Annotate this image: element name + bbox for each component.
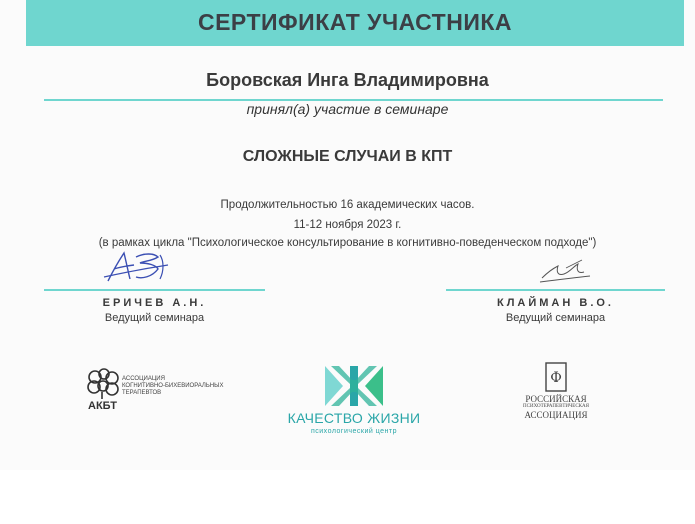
akbt-text-line1: АССОЦИАЦИЯ <box>122 376 165 382</box>
participation-statement: принял(а) участие в семинаре <box>246 101 449 117</box>
dates-text: 11-12 ноября 2023 г. <box>293 219 402 231</box>
signature-left <box>102 247 176 289</box>
signature-line-left <box>44 289 265 291</box>
cycle-text: (в рамках цикла "Психологическое консультирование в когнитивно-поведенческом подходе") <box>98 237 597 249</box>
rpa-text-line1: РОССИЙСКАЯ <box>525 394 587 404</box>
signature-line-right <box>446 289 665 291</box>
emblem-icon <box>545 362 567 392</box>
signatory-left-role: Ведущий семинара <box>104 312 205 324</box>
akbt-logo <box>86 366 236 416</box>
quality-of-life-logo <box>283 364 425 440</box>
rpa-logo <box>516 362 596 428</box>
akbt-text-line2: КОГНИТИВНО-БИХЕВИОРАЛЬНЫХ <box>122 383 224 389</box>
signatory-right-role: Ведущий семинара <box>505 312 606 324</box>
quality-logo-subtitle: психологический центр <box>310 428 398 435</box>
svg-text:Ф: Ф <box>550 370 562 386</box>
signatory-left-name: ЕРИЧЕВ А.Н. <box>102 297 207 309</box>
certificate-title: СЕРТИФИКАТ УЧАСТНИКА <box>197 9 513 35</box>
seminar-title: СЛОЖНЫЕ СЛУЧАИ В КПТ <box>242 148 453 165</box>
brain-icon <box>86 368 120 400</box>
signature-right <box>538 256 594 286</box>
akbt-text-line3: ТЕРАПЕВТОВ <box>122 390 162 396</box>
recipient-name: Боровская Инга Владимировна <box>206 70 489 90</box>
rpa-text-line3: АССОЦИАЦИЯ <box>524 410 588 420</box>
quality-logo-title: КАЧЕСТВО ЖИЗНИ <box>287 410 421 426</box>
rpa-text-line2: ПСИХОТЕРАПЕВТИЧЕСКАЯ <box>523 404 589 409</box>
akbt-abbr: АКБТ <box>88 400 118 412</box>
signatory-right-name: КЛАЙМАН В.О. <box>496 297 614 309</box>
duration-text: Продолжительностью 16 академических часов. <box>220 199 475 211</box>
zh-letter-icon <box>321 364 387 408</box>
header-banner <box>26 0 684 46</box>
